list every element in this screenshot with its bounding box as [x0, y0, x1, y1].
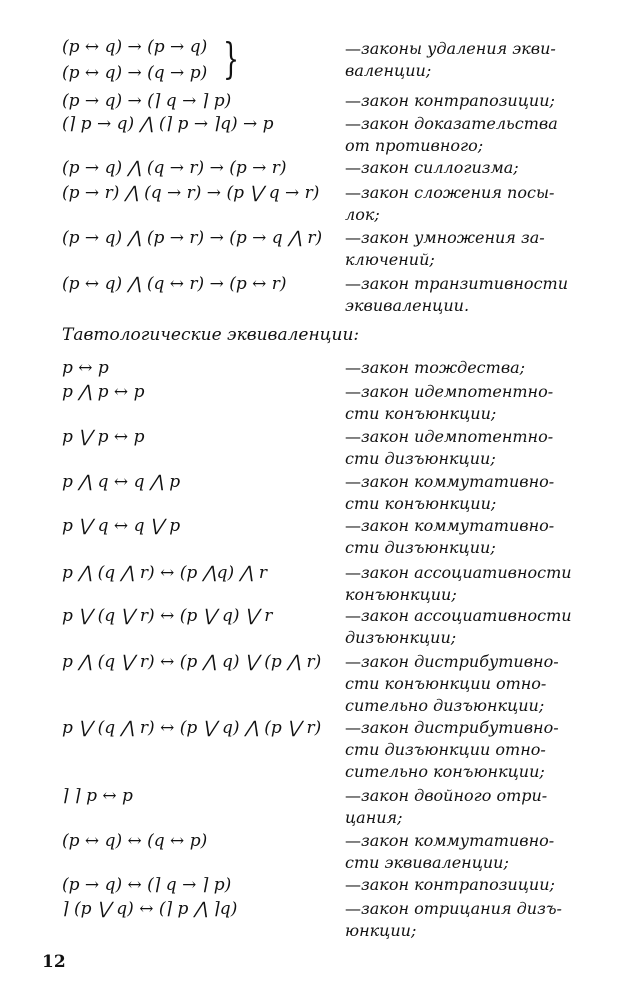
formula: p ⋀ q ↔ q ⋀ p [62, 472, 181, 492]
formula: p ⋀ (q ⋀ r) ↔ (p ⋀q) ⋀ r [62, 563, 267, 583]
law-description: —закон идемпотентно- сти конъюнкции; [345, 382, 554, 423]
law-description: —закон силлогизма; [345, 158, 519, 177]
formula: (p → q) ⋀ (p → r) → (p → q ⋀ r) [62, 228, 323, 248]
law-description: —законы удаления экви- валенции; [345, 39, 556, 80]
formula: p ⋁ (q ⋁ r) ↔ (p ⋁ q) ⋁ r [62, 606, 273, 626]
page-number: 12 [42, 952, 66, 972]
law-description: —закон контрапозиции; [345, 875, 555, 894]
formula: (p ↔ q) ↔ (q ↔ p) [62, 831, 208, 851]
law-description: —закон дистрибутивно- сти дизъюнкции отно- сительно конъюнкции; [345, 718, 559, 781]
formula: (p → r) ⋀ (q → r) → (p ⋁ q → r) [62, 183, 320, 203]
formula: p ↔ p [62, 358, 109, 378]
formula: (p → q) → (⌉ q → ⌉ p) [62, 91, 232, 111]
law-description: —закон сложения посы- лок; [345, 183, 555, 224]
law-description: —закон контрапозиции; [345, 91, 555, 110]
formula: ⌉ (p ⋁ q) ↔ (⌉ p ⋀ ⌉q) [62, 899, 238, 919]
formula: (p ↔ q) → (p → q) [62, 37, 208, 57]
law-description: —закон отрицания дизъ- юнкции; [345, 899, 562, 940]
law-description: —закон коммутативно- сти конъюнкции; [345, 472, 555, 513]
formula: (p ↔ q) → (q → p) [62, 63, 208, 83]
law-description: —закон доказательства от противного; [345, 114, 558, 155]
law-description: —закон умножения за- ключений; [345, 228, 545, 269]
law-description: —закон транзитивности эквиваленции. [345, 274, 568, 315]
formula: p ⋀ (q ⋁ r) ↔ (p ⋀ q) ⋁ (p ⋀ r) [62, 652, 322, 672]
formula: (p → q) ↔ (⌉ q → ⌉ p) [62, 875, 232, 895]
right-brace: } [223, 34, 240, 83]
formula: (⌉ p → q) ⋀ (⌉ p → ⌉q) → p [62, 114, 274, 134]
law-description: —закон дистрибутивно- сти конъюнкции отно- сительно дизъюнкции; [345, 652, 559, 715]
formula: (p → q) ⋀ (q → r) → (p → r) [62, 158, 287, 178]
formula: p ⋁ (q ⋀ r) ↔ (p ⋁ q) ⋀ (p ⋁ r) [62, 718, 322, 738]
formula: p ⋁ p ↔ p [62, 427, 145, 447]
formula: p ⋁ q ↔ q ⋁ p [62, 516, 181, 536]
formula: ⌉ ⌉ p ↔ p [62, 786, 133, 806]
section-heading: Тавтологические эквиваленции: [62, 325, 360, 345]
law-description: —закон двойного отри- цания; [345, 786, 548, 827]
formula: p ⋀ p ↔ p [62, 382, 145, 402]
law-description: —закон коммутативно- сти дизъюнкции; [345, 516, 555, 557]
law-description: —закон коммутативно- сти эквиваленции; [345, 831, 555, 872]
law-description: —закон идемпотентно- сти дизъюнкции; [345, 427, 554, 468]
law-description: —закон ассоциативности дизъюнкции; [345, 606, 572, 647]
formula: (p ↔ q) ⋀ (q ↔ r) → (p ↔ r) [62, 274, 287, 294]
law-description: —закон тождества; [345, 358, 526, 377]
law-description: —закон ассоциативности конъюнкции; [345, 563, 572, 604]
